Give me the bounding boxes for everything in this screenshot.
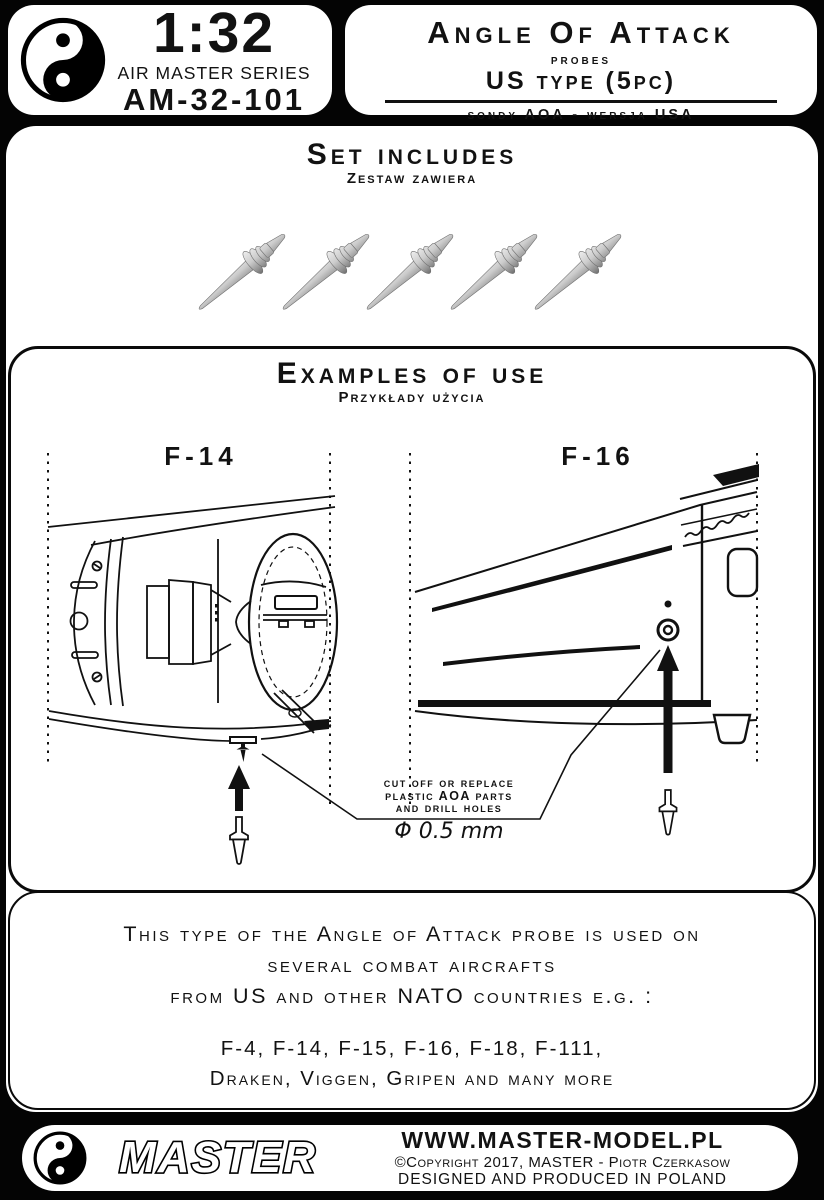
aircraft-list-line: Draken, Viggen, Gripen and many more: [209, 1067, 615, 1090]
cut-note-line3: and drill holes: [395, 801, 503, 815]
examples-heading-pl: Przykłady użycia: [338, 388, 486, 406]
description-line: This type of the Angle of Attack probe is used on: [123, 922, 701, 946]
header-divider: [385, 100, 777, 103]
header-brand-panel: [8, 0, 332, 118]
product-type: US type (5pc): [485, 67, 677, 95]
drill-size: Φ 0.5 mm: [394, 819, 504, 844]
website-url: WWW.MASTER-MODEL.PL: [401, 1127, 724, 1154]
probes-illustration: [182, 208, 652, 328]
product-title: Angle Of Attack: [427, 15, 735, 50]
set-includes-heading: Set includes: [306, 138, 518, 171]
cut-note-line2: plastic AOA parts: [385, 788, 513, 803]
footer-panel: [22, 1125, 798, 1191]
brand-text: MASTER: [119, 1133, 317, 1182]
description-line: from US and other NATO countries e.g. :: [170, 984, 654, 1008]
description-line: several combat aircrafts: [267, 953, 557, 977]
master-logo-icon: [33, 1131, 87, 1185]
scale-label: 1:32: [152, 0, 276, 65]
master-brand-logotype: [93, 1131, 343, 1185]
content-panel: [6, 126, 818, 1112]
examples-box: [8, 346, 816, 893]
description-box: [8, 891, 816, 1110]
examples-heading: Examples of use: [276, 357, 548, 390]
set-includes-heading-pl: Zestaw zawiera: [346, 169, 478, 187]
aircraft-list-line: F-4, F-14, F-15, F-16, F-18, F-111,: [220, 1037, 604, 1060]
series-label: AIR MASTER SERIES: [117, 62, 311, 83]
aircraft-label-f16: F-16: [561, 441, 635, 471]
product-subtitle: probes: [550, 51, 612, 67]
master-logo-icon: [20, 17, 106, 103]
copyright-line: ©Copyright 2017, MASTER - Piotr Czerkasow: [394, 1153, 731, 1171]
aircraft-label-f14: F-14: [164, 441, 238, 471]
product-code: AM-32-101: [122, 82, 306, 118]
product-subtitle-pl: sondy AOA - wersja USA: [467, 106, 695, 123]
cut-note: [343, 777, 555, 815]
cut-note-line1: cut off or replace: [383, 776, 515, 790]
header-title-panel: [345, 5, 817, 123]
made-in-line: DESIGNED AND PRODUCED IN POLAND: [398, 1170, 727, 1188]
